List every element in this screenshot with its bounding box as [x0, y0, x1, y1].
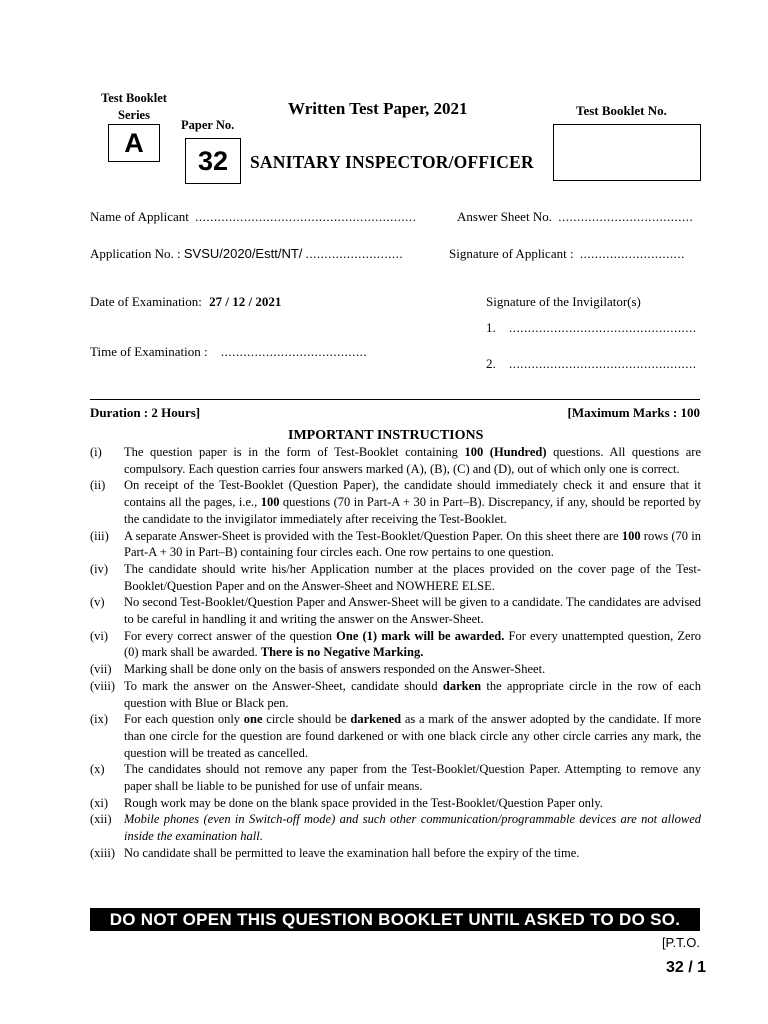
instruction-number: (x) — [90, 762, 105, 777]
name-of-applicant-field — [90, 209, 416, 225]
instruction-text — [124, 477, 701, 527]
signature-label: Signature of Applicant : — [449, 246, 574, 261]
instruction-number: (iv) — [90, 561, 109, 576]
instruction-text — [124, 711, 701, 761]
instruction-text — [124, 444, 701, 477]
instruction-number: (xi) — [90, 795, 109, 810]
instruction-item — [90, 444, 701, 477]
instruction-item — [90, 561, 701, 594]
instruction-text-segment: as a mark of the answer adopted by the candidate. If more than one circle for the question are found darkened or with one black circle any other circle carries any mark, the question will be treated as cancelled. — [124, 712, 702, 760]
instruction-number: (vi) — [90, 628, 109, 643]
booklet-series-label-line1: Test Booklet — [101, 91, 167, 105]
instruction-text — [124, 845, 701, 862]
instruction-text-segment: questions (70 in Part-A + 30 in Part–B). Discrepancy, if any, should be reported by the candidate to the invigilator immediately after receiving the Test-Booklet. — [124, 495, 701, 526]
booklet-no-label: Test Booklet No. — [576, 103, 667, 118]
booklet-series-label — [92, 90, 176, 124]
duration: Duration : 2 Hours] — [90, 405, 201, 420]
do-not-open-banner: DO NOT OPEN THIS QUESTION BOOKLET UNTIL ASKED TO DO SO. — [90, 908, 700, 931]
instruction-item — [90, 477, 701, 527]
instruction-number: (i) — [90, 445, 102, 459]
invigilator-1-line — [486, 320, 697, 336]
answer-sheet-field — [457, 209, 693, 225]
pto-label: [P.T.O. — [661, 935, 700, 950]
application-label: Application No. : — [90, 246, 181, 261]
answer-sheet-dots[interactable]: .................................... — [558, 209, 694, 224]
instruction-text-segment: the appropriate circle in the row of each question with Blue or Black pen. — [124, 678, 701, 710]
instruction-text-segment: There is no Negative Marking. — [260, 645, 424, 660]
instruction-number: (ix) — [90, 712, 109, 727]
invigilator-2-line — [486, 356, 697, 372]
time-of-examination-field — [90, 344, 367, 360]
name-dots[interactable]: ........................................................... — [195, 209, 417, 224]
instruction-number: (xiii) — [90, 845, 115, 860]
instruction-text-segment: darken — [442, 678, 482, 693]
instruction-text-segment: circle should be — [262, 712, 351, 727]
instruction-text-segment: For every unattempted question, Zero (0) mark shall be awarded. — [124, 628, 701, 660]
instruction-text — [124, 528, 701, 561]
time-label: Time of Examination : — [90, 344, 208, 359]
instruction-text — [124, 594, 701, 627]
instruction-text-segment: Rough work may be done on the blank space provided in the Test-Booklet/Question Paper only. — [124, 795, 603, 810]
instruction-item — [90, 845, 701, 862]
instruction-text-segment: No second Test-Booklet/Question Paper and Answer-Sheet will be given to a candidate. The candidates are advised to be careful in handling it and writing the answer on the Answer-Sheet. — [124, 595, 701, 627]
instruction-item — [90, 628, 701, 661]
instruction-text-segment: darkened — [350, 712, 402, 727]
instruction-item — [90, 811, 701, 844]
divider — [90, 399, 700, 400]
exam-subtitle: SANITARY INSPECTOR/OFFICER — [250, 152, 534, 172]
invigilator-2-dots[interactable]: .................................................. — [509, 356, 697, 371]
instruction-number: (xii) — [90, 812, 112, 827]
instruction-text-segment: Marking shall be done only on the basis of answers responded on the Answer-Sheet. — [124, 662, 546, 677]
instruction-text-segment: The question paper is in the form of Test-Booklet containing — [124, 445, 465, 459]
signature-of-applicant-field — [449, 246, 685, 262]
invigilator-signature-label: Signature of the Invigilator(s) — [486, 294, 641, 309]
instruction-text-segment: rows (70 in Part-A + 30 in Part–B) containing four circles each. One row pertains to one question. — [124, 528, 701, 560]
answer-sheet-label: Answer Sheet No. — [457, 209, 552, 224]
instruction-number: (ii) — [90, 478, 106, 493]
application-no-field — [90, 246, 403, 262]
instruction-item — [90, 761, 701, 794]
instructions-list — [90, 444, 701, 862]
page-number: 32 / 1 — [665, 959, 706, 976]
instruction-number: (v) — [90, 595, 105, 610]
instruction-text-segment: No candidate shall be permitted to leave the examination hall before the expiry of the time. — [124, 845, 580, 860]
invigilator-2-num: 2. — [486, 356, 496, 371]
instruction-number: (vii) — [90, 662, 112, 677]
instruction-text — [124, 661, 701, 678]
booklet-series-label-line2: Series — [118, 108, 150, 122]
date-value: 27 / 12 / 2021 — [209, 294, 282, 309]
instruction-text-segment: 100 — [260, 495, 280, 510]
signature-dots[interactable]: ............................ — [579, 246, 685, 261]
instruction-text — [124, 761, 701, 794]
instruction-number: (viii) — [90, 678, 115, 693]
instructions-title: IMPORTANT INSTRUCTIONS — [288, 428, 484, 443]
instruction-text — [124, 795, 701, 812]
page-title: Written Test Paper, 2021 — [288, 99, 468, 118]
application-value: SVSU/2020/Estt/NT/ — [183, 246, 303, 261]
instruction-item — [90, 661, 701, 678]
application-dots[interactable]: .......................... — [305, 246, 404, 261]
instruction-text-segment: For every correct answer of the question — [124, 628, 337, 643]
instruction-text — [124, 628, 701, 661]
date-of-examination-field — [90, 294, 281, 310]
date-label: Date of Examination: — [90, 294, 202, 309]
name-label: Name of Applicant — [90, 209, 189, 224]
invigilator-1-num: 1. — [486, 320, 496, 335]
instruction-item — [90, 711, 701, 761]
time-dots[interactable]: ....................................... — [220, 344, 368, 359]
instruction-text-segment: The candidate should write his/her Application number at the places provided on the cover page of the Test-Booklet/Question Paper and on the Answer-Sheet and NOWHERE ELSE. — [124, 561, 701, 593]
instruction-item — [90, 594, 701, 627]
instruction-item — [90, 678, 701, 711]
instruction-text-segment: A separate Answer-Sheet is provided with the Test-Booklet/Question Paper. On this sheet there are — [124, 528, 622, 543]
paper-no-value: 32 — [185, 138, 241, 184]
instruction-text-segment: For each question only — [124, 712, 244, 727]
instruction-text-segment: To mark the answer on the Answer-Sheet, candidate should — [124, 678, 443, 693]
instruction-text-segment: On receipt of the Test-Booklet (Question Paper), the candidate should immediately check it and ensure that it contains all the pages, i.e., — [124, 478, 701, 510]
instruction-text-segment: Mobile phones (even in Switch-off mode) and such other communication/programmable devices are not allowed inside the examination hall. — [124, 812, 701, 844]
booklet-series-value: A — [108, 124, 160, 162]
instruction-text — [124, 678, 701, 711]
instruction-text-segment: 100 — [621, 528, 641, 543]
instruction-text — [124, 811, 701, 844]
maximum-marks: [Maximum Marks : 100 — [567, 405, 700, 420]
instruction-item — [90, 528, 701, 561]
instruction-text — [124, 561, 701, 594]
instruction-text-segment: 100 (Hundred) — [464, 445, 547, 459]
booklet-no-box[interactable] — [553, 124, 701, 181]
instruction-text-segment: The candidates should not remove any paper from the Test-Booklet/Question Paper. Attempting to remove any paper shall be liable to be punished for use of unfair means. — [124, 762, 701, 794]
instruction-text-segment: questions. All questions are compulsory. Each question carries four answers marked (A), (B), (C) and (D), out of which only one is correct. — [124, 445, 701, 476]
paper-no-label: Paper No. — [181, 118, 235, 132]
invigilator-1-dots[interactable]: .................................................. — [509, 320, 697, 335]
instruction-number: (iii) — [90, 528, 109, 543]
instruction-text-segment: one — [243, 712, 263, 727]
instruction-item — [90, 795, 701, 812]
instruction-text-segment: One (1) mark will be awarded. — [336, 628, 505, 643]
